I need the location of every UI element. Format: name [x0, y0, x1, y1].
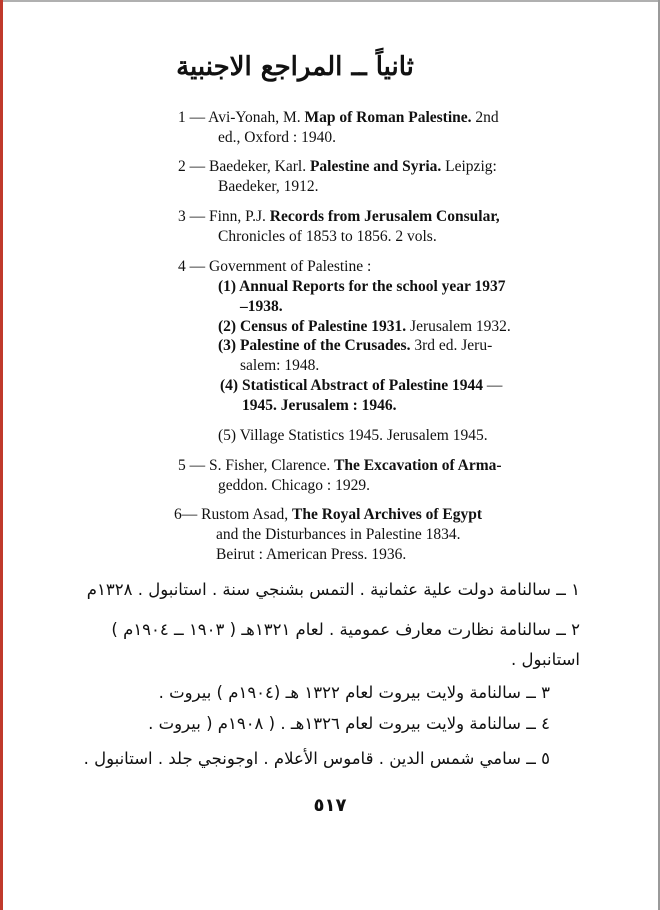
subreference-3: [218, 336, 570, 376]
ref-number: 2 —: [178, 158, 206, 175]
arabic-reference-4: ٤ ــ سالنامة ولايت بيروت لعام ١٣٢٦هـ . ( ١٩٠٨م ( بيروت .: [148, 714, 550, 733]
ref-author: Finn, P.J.: [209, 208, 266, 225]
ref-continuation: ed., Oxford : 1940.: [218, 129, 336, 146]
ref-continuation-1: and the Disturbances in Palestine 1834.: [216, 526, 461, 543]
section-title: ثانياً ــ المراجع الاجنبية: [176, 52, 414, 82]
reference-3: [178, 207, 570, 247]
ref-continuation: Baedeker, 1912.: [218, 178, 319, 195]
arabic-reference-2-cont: استانبول .: [511, 650, 580, 669]
sub-title: Palestine of the Crusades.: [239, 337, 411, 354]
ref-title: The Excavation of Arma-: [334, 457, 502, 474]
subreference-1: [218, 277, 570, 317]
subreference-2: [218, 317, 570, 337]
ref-edition: 2nd: [475, 109, 499, 126]
ref-number: 1 —: [178, 109, 206, 126]
sub-continuation: salem: 1948.: [240, 357, 320, 374]
sub-label: (2): [218, 318, 237, 335]
ref-number: 5 —: [178, 457, 206, 474]
arabic-reference-5: ٥ ــ سامي شمس الدين . قاموس الأعلام . اوجونجي جلد . استانبول .: [83, 749, 550, 768]
sub-continuation: 1945. Jerusalem : 1946.: [242, 397, 397, 414]
ref-continuation-text: geddon. Chicago : 1929.: [218, 477, 370, 494]
ref-author: Government of Palestine :: [209, 258, 372, 275]
ref-author: Rustom Asad,: [201, 506, 289, 523]
ref-title: Map of Roman Palestine.: [304, 109, 472, 126]
sub-title: Annual Reports for the school year 1937: [239, 278, 506, 295]
ref-number: 4 —: [178, 258, 206, 275]
ref-place: Leipzig:: [445, 158, 497, 175]
reference-2: [178, 157, 570, 197]
sub-label: (1): [218, 278, 237, 295]
sub-place: Jerusalem 1932.: [410, 318, 511, 335]
sub-dash: —: [486, 377, 503, 394]
sub-label: (3): [218, 337, 237, 354]
ref-continuation-2: Beirut : American Press. 1936.: [216, 546, 407, 563]
ref-author: S. Fisher, Clarence.: [209, 457, 331, 474]
sub-title: Statistical Abstract of Palestine 1944: [241, 377, 484, 394]
ref-number: 3 —: [178, 208, 206, 225]
subreference-5: [218, 426, 570, 446]
subreference-4: [220, 376, 572, 416]
page-number: ٥١٧: [313, 795, 347, 816]
arabic-reference-3: ٣ ــ سالنامة ولايت بيروت لعام ١٣٢٢ هـ (١٩٠٤م ) بيروت .: [158, 683, 550, 702]
ref-title: The Royal Archives of Egypt: [291, 506, 483, 523]
ref-number: 6—: [174, 506, 198, 523]
sub-continuation: –1938.: [240, 298, 283, 315]
reference-1: [178, 108, 570, 148]
sub-label: (4): [220, 377, 239, 394]
ref-continuation: [178, 476, 570, 496]
sub-edition: 3rd ed. Jeru-: [414, 337, 493, 354]
ref-title: Palestine and Syria.: [309, 158, 442, 175]
sub-title: Village Statistics 1945. Jerusalem 1945.: [239, 427, 488, 444]
arabic-reference-2: ٢ ــ سالنامة نظارت معارف عمومية . لعام ١٣٢١هـ ( ١٩٠٣ ــ ١٩٠٤م ): [111, 620, 580, 639]
ref-author: Avi-Yonah, M.: [208, 109, 301, 126]
sub-title: Census of Palestine 1931.: [239, 318, 407, 335]
ref-title: Records from Jerusalem Consular,: [269, 208, 500, 225]
reference-5: [178, 456, 570, 496]
reference-6: [174, 505, 566, 565]
reference-4: [178, 257, 570, 277]
ref-continuation: Chronicles of 1853 to 1856. 2 vols.: [218, 228, 437, 245]
arabic-reference-1: ١ ــ سالنامة دولت علية عثمانية . التمس بشنجي سنة . استانبول . ١٣٢٨م: [86, 580, 580, 599]
sub-label: (5): [218, 427, 237, 444]
ref-author: Baedeker, Karl.: [209, 158, 307, 175]
